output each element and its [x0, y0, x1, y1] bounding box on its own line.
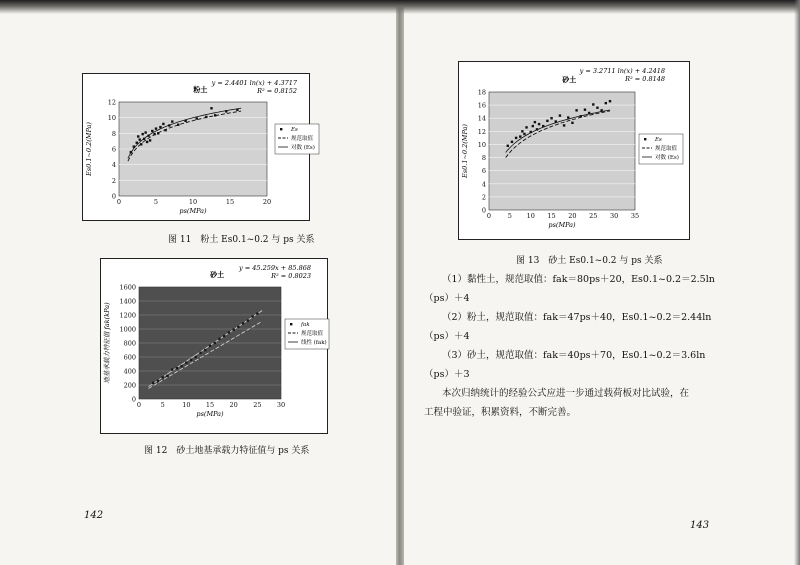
y-tick-label: 18 — [477, 88, 486, 97]
data-point — [149, 139, 151, 141]
data-point — [162, 123, 164, 125]
figure-11-caption: 图 11 粉土 Es0.1~0.2 与 ps 关系 — [168, 235, 315, 245]
data-point — [195, 356, 197, 358]
data-point — [184, 120, 186, 122]
y-tick-label: 4 — [481, 180, 486, 189]
data-point — [511, 141, 513, 143]
x-tick-label: 20 — [568, 212, 577, 220]
body-text-line-8: 工程中验证，积累资料，不断完善。 — [424, 407, 577, 418]
data-point — [155, 127, 157, 129]
data-point — [538, 123, 540, 125]
data-point — [176, 367, 178, 369]
legend-label-standard: 规范取值 — [655, 146, 678, 152]
x-tick-label: 25 — [253, 401, 262, 409]
data-point — [139, 138, 141, 140]
x-tick-label: 20 — [262, 198, 272, 206]
y-tick-label: 10 — [107, 114, 116, 123]
data-point — [152, 382, 154, 384]
book-gutter — [396, 0, 404, 565]
data-point — [196, 117, 198, 119]
y-tick-label: 6 — [481, 167, 486, 176]
x-tick-label: 30 — [276, 401, 286, 409]
y-tick-label: 16 — [477, 101, 486, 110]
y-tick-label: 1600 — [119, 283, 136, 292]
data-point — [559, 114, 561, 116]
page-number-left: 142 — [84, 510, 104, 521]
legend-label-standard: 规范取值 — [301, 331, 324, 337]
r-squared: R² = 0.8152 — [257, 87, 297, 95]
chart-title: 粉土 — [193, 85, 208, 94]
data-point — [147, 134, 149, 136]
right-page — [402, 0, 800, 565]
data-point — [159, 126, 161, 128]
data-point — [151, 130, 153, 132]
chart-title: 砂土 — [210, 270, 225, 279]
x-tick-label: 10 — [526, 212, 535, 220]
data-point — [153, 133, 155, 135]
y-tick-label: 2 — [111, 176, 116, 185]
data-point — [236, 109, 238, 111]
y-tick-label: 0 — [481, 206, 486, 215]
data-point — [237, 326, 239, 328]
legend-label-standard: 规范取值 — [291, 136, 314, 142]
left-page — [0, 0, 398, 565]
data-point — [185, 361, 187, 363]
y-tick-label: 1000 — [119, 325, 136, 334]
legend-label-trend: 对数 (Es) — [655, 155, 679, 161]
data-point — [133, 145, 135, 147]
data-point — [157, 132, 159, 134]
page-number-right: 143 — [690, 520, 710, 531]
y-tick-label: 800 — [123, 339, 136, 348]
data-point — [168, 124, 170, 126]
data-point — [232, 329, 234, 331]
data-point — [140, 143, 142, 145]
data-point — [596, 107, 598, 109]
data-point — [575, 109, 577, 111]
data-point — [210, 107, 212, 109]
figure-11-chart — [83, 74, 315, 220]
data-point — [530, 131, 532, 133]
data-point — [519, 135, 521, 137]
data-point — [144, 131, 146, 133]
data-point — [536, 128, 538, 130]
data-point — [571, 122, 573, 124]
legend-label-trend: 线性 (fak) — [301, 340, 327, 346]
legend-marker-points — [290, 323, 292, 325]
scan-right-edge — [794, 0, 800, 565]
data-point — [190, 359, 192, 361]
y-axis-label: Es0.1~0.2(MPa) — [461, 124, 469, 178]
x-tick-label: 10 — [188, 198, 198, 206]
data-point — [146, 141, 148, 143]
figure-13-chart — [459, 62, 689, 239]
figure-12-chart — [101, 259, 327, 433]
y-tick-label: 4 — [111, 161, 116, 170]
y-tick-label: 8 — [481, 154, 486, 163]
data-point — [515, 137, 517, 139]
data-point — [550, 117, 552, 119]
data-point — [588, 112, 590, 114]
body-text-line-2: （ps）＋4 — [424, 293, 470, 304]
data-point — [214, 114, 216, 116]
data-point — [214, 342, 216, 344]
data-point — [130, 151, 132, 153]
x-tick-label: 5 — [153, 198, 159, 206]
y-tick-label: 0 — [131, 395, 136, 404]
y-tick-label: 1200 — [119, 311, 136, 320]
data-point — [180, 365, 182, 367]
x-axis-label: ps(MPa) — [179, 207, 207, 215]
y-tick-label: 6 — [111, 145, 116, 154]
r-squared: R² = 0.8148 — [625, 75, 665, 83]
legend-marker-points — [644, 138, 646, 140]
data-point — [555, 120, 557, 122]
x-tick-label: 35 — [630, 212, 640, 220]
body-text-line-6: （ps）＋3 — [424, 369, 470, 380]
legend-label-trend: 对数 (Es) — [291, 145, 315, 151]
data-point — [251, 315, 253, 317]
data-point — [256, 312, 258, 314]
figure-13-caption: 图 13 砂土 Es0.1~0.2 与 ps 关系 — [516, 256, 663, 266]
y-axis-label: 地基承载力特征值 fak(kPa) — [103, 302, 111, 384]
body-text-line-1: （1）黏性土，规范取值：fak＝80ps＋20，Es0.1~0.2＝2.5ln — [442, 274, 715, 285]
y-tick-label: 12 — [477, 127, 486, 136]
y-tick-label: 600 — [123, 353, 136, 362]
legend-label-points: fak — [301, 322, 310, 328]
legend-label-points: Es — [655, 137, 662, 143]
x-tick-label: 25 — [589, 212, 598, 220]
y-tick-label: 0 — [111, 192, 116, 201]
y-tick-label: 400 — [123, 367, 136, 376]
x-tick-label: 15 — [547, 212, 556, 220]
chart-title: 砂土 — [562, 75, 577, 84]
data-point — [164, 129, 166, 131]
y-tick-label: 12 — [107, 98, 116, 107]
data-point — [209, 345, 211, 347]
data-point — [546, 120, 548, 122]
data-point — [141, 133, 143, 135]
data-point — [605, 102, 607, 104]
data-point — [584, 109, 586, 111]
y-tick-label: 14 — [477, 114, 486, 123]
legend-marker-points — [280, 128, 282, 130]
data-point — [542, 125, 544, 127]
data-point — [171, 120, 173, 122]
body-text-line-4: （ps）＋4 — [424, 331, 470, 342]
data-point — [166, 375, 168, 377]
data-point — [567, 116, 569, 118]
body-text-line-5: （3）砂土，规范取值：fak＝40ps＋70，Es0.1~0.2＝3.6ln — [442, 350, 706, 361]
y-tick-label: 2 — [481, 193, 486, 202]
data-point — [225, 110, 227, 112]
x-axis-label: ps(MPa) — [548, 221, 576, 229]
x-tick-label: 20 — [229, 401, 238, 409]
data-point — [177, 124, 179, 126]
y-tick-label: 1400 — [119, 297, 136, 306]
data-point — [136, 142, 138, 144]
y-tick-label: 10 — [477, 140, 486, 149]
figure-12-box — [100, 258, 328, 434]
figure-12-caption: 图 12 砂土地基承载力特征值与 ps 关系 — [144, 446, 310, 456]
data-point — [205, 116, 207, 118]
data-point — [171, 368, 173, 370]
data-point — [223, 335, 225, 337]
data-point — [161, 376, 163, 378]
body-text-line-3: （2）粉土，规范取值：fak＝47ps＋40，Es0.1~0.2＝2.44ln — [442, 312, 712, 323]
data-point — [228, 331, 230, 333]
trend-equation: y = 3.2711 ln(x) + 4.2418 — [579, 67, 665, 75]
scan-top-shadow — [0, 0, 800, 14]
data-point — [592, 103, 594, 105]
r-squared: R² = 0.8023 — [271, 272, 311, 280]
data-point — [507, 145, 509, 147]
x-tick-label: 15 — [225, 198, 235, 206]
x-tick-label: 0 — [136, 401, 142, 409]
y-tick-label: 200 — [123, 381, 136, 390]
trend-equation: y = 2.4401 ln(x) + 4.3717 — [211, 79, 297, 87]
y-axis-label: Es0.1~0.2(MPa) — [85, 122, 93, 176]
x-tick-label: 15 — [205, 401, 215, 409]
data-point — [199, 352, 201, 354]
legend-label-points: Es — [291, 127, 298, 133]
body-text-line-7: 本次归纳统计的经验公式应进一步通过载荷板对比试验，在 — [442, 388, 690, 399]
trend-equation: y = 45.259x + 85.868 — [239, 264, 311, 272]
data-point — [523, 133, 525, 135]
data-point — [157, 380, 159, 382]
x-tick-label: 10 — [182, 401, 191, 409]
data-point — [532, 125, 534, 127]
data-point — [204, 349, 206, 351]
data-point — [247, 319, 249, 321]
data-point — [143, 138, 145, 140]
x-axis-label: ps(MPa) — [196, 410, 224, 418]
data-point — [609, 100, 611, 102]
x-tick-label: 5 — [160, 401, 165, 409]
x-tick-label: 30 — [610, 212, 619, 220]
data-point — [580, 115, 582, 117]
y-tick-label: 8 — [111, 129, 116, 138]
data-point — [137, 135, 139, 137]
data-point — [525, 126, 527, 128]
data-point — [242, 322, 244, 324]
data-point — [534, 121, 536, 123]
data-point — [600, 109, 602, 111]
x-tick-label: 0 — [486, 212, 492, 220]
data-point — [563, 124, 565, 126]
figure-13-box — [458, 61, 690, 240]
x-tick-label: 0 — [116, 198, 122, 206]
figure-11-box — [82, 73, 315, 221]
data-point — [218, 338, 220, 340]
x-tick-label: 5 — [507, 212, 512, 220]
data-point — [521, 130, 523, 132]
